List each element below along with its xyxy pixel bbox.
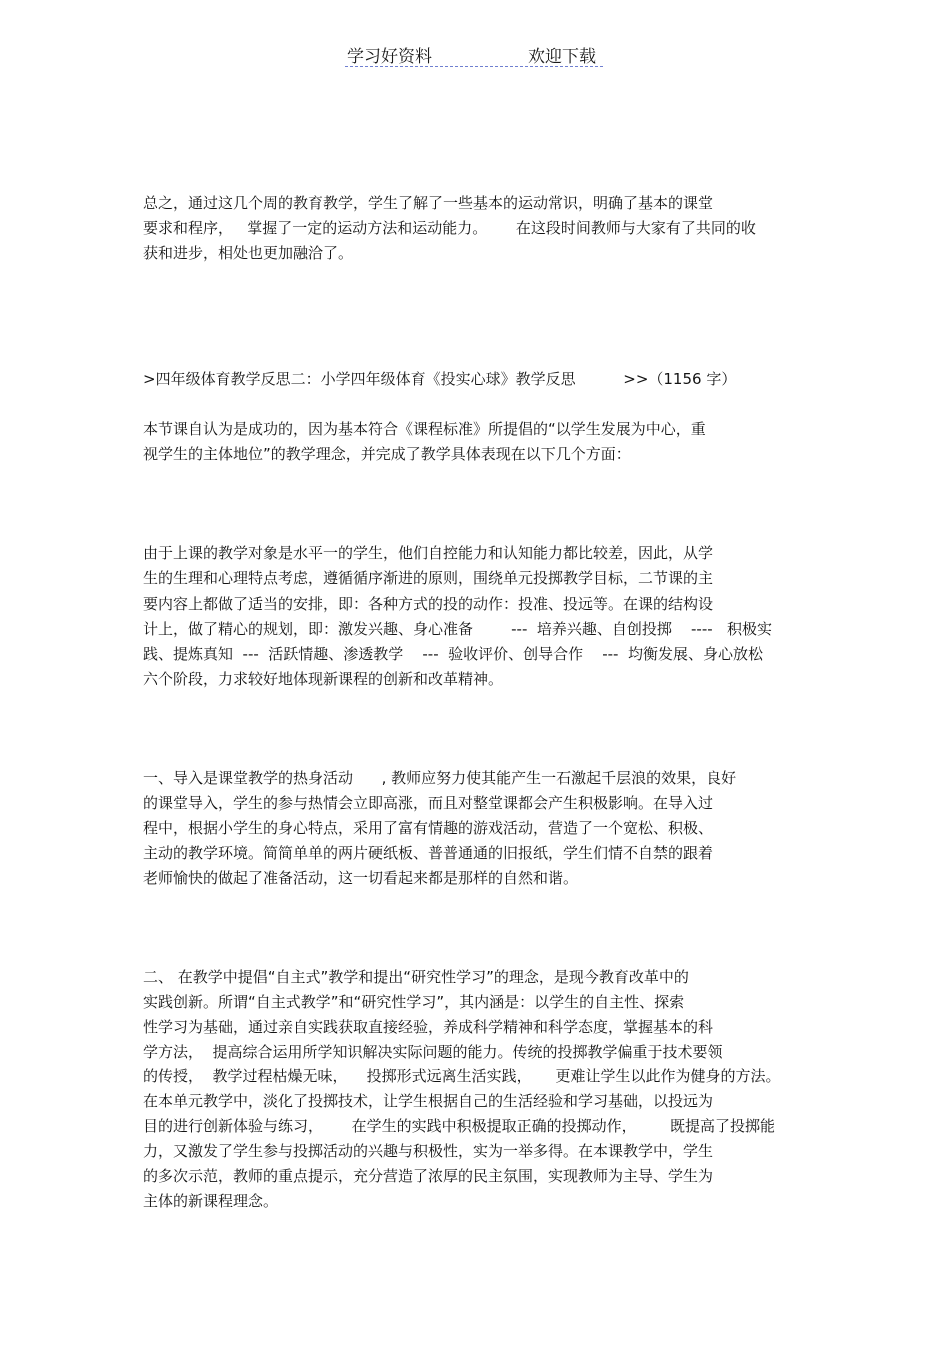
body-line: 获和进步，相处也更加融洽了。 — [143, 244, 354, 262]
body-line: 二、 在教学中提倡“自主式”教学和提出“研究性学习”的理念，是现今教育改革中的 — [143, 968, 689, 986]
body-line: 程中，根据小学生的身心特点，采用了富有情趣的游戏活动，营造了一个宽松、积极、 — [143, 819, 714, 837]
body-line: 目的进行创新体验与练习， 在学生的实践中积极提取正确的投掷动作， 既提高了投掷能 — [143, 1117, 775, 1135]
body-line: 总之，通过这几个周的教育教学，学生了解了一些基本的运动常识，明确了基本的课堂 — [143, 194, 714, 212]
body-line: 实践创新。所谓“自主式教学”和“研究性学习”，其内涵是：以学生的自主性、探索 — [143, 993, 685, 1011]
body-line: 要求和程序， 掌握了一定的运动方法和运动能力。 在这段时间教师与大家有了共同的收 — [143, 219, 756, 237]
body-line: 学方法， 提高综合运用所学知识解决实际问题的能力。传统的投掷教学偏重于技术要领 — [143, 1043, 723, 1061]
body-line: 力，又激发了学生参与投掷活动的兴趣与积极性，实为一举多得。在本课教学中，学生 — [143, 1142, 714, 1160]
header-right-text: 欢迎下载 — [528, 47, 596, 67]
body-line: 在本单元教学中，淡化了投掷技术，让学生根据自己的生活经验和学习基础，以投远为 — [143, 1092, 714, 1110]
section-title: >四年级体育教学反思二：小学四年级体育《投实心球》教学反思 >>（1156 字） — [143, 370, 737, 388]
body-line: 本节课自认为是成功的，因为基本符合《课程标准》所提倡的“以学生发展为中心，重 — [143, 420, 706, 438]
body-line: 要内容上都做了适当的安排，即：各种方式的投的动作：投准、投远等。在课的结构设 — [143, 595, 714, 613]
header-left-text: 学习好资料 — [347, 47, 432, 67]
body-line: 的传授， 教学过程枯燥无味， 投掷形式远离生活实践， 更难让学生以此作为健身的方法。 — [143, 1067, 781, 1085]
body-line: 的课堂导入，学生的参与热情会立即高涨，而且对整堂课都会产生积极影响。在导入过 — [143, 794, 714, 812]
body-line: 主动的教学环境。简简单单的两片硬纸板、普普通通的旧报纸，学生们情不自禁的跟着 — [143, 844, 714, 862]
body-line: 性学习为基础，通过亲自实践获取直接经验，养成科学精神和科学态度，掌握基本的科 — [143, 1018, 714, 1036]
body-line: 老师愉快的做起了准备活动，这一切看起来都是那样的自然和谐。 — [143, 869, 579, 887]
body-line: 六个阶段，力求较好地体现新课程的创新和改革精神。 — [143, 670, 504, 688]
page-header — [345, 40, 603, 67]
body-line: 视学生的主体地位”的教学理念，并完成了教学具体表现在以下几个方面： — [143, 445, 631, 463]
body-line: 生的生理和心理特点考虑，遵循循序渐进的原则，围绕单元投掷教学目标，二节课的主 — [143, 569, 714, 587]
body-line: 一、导入是课堂教学的热身活动 , 教师应努力使其能产生一石激起千层浪的效果，良好 — [143, 769, 737, 787]
body-line: 由于上课的教学对象是水平一的学生，他们自控能力和认知能力都比较差，因此，从学 — [143, 544, 714, 562]
body-line: 计上，做了精心的规划，即：激发兴趣、身心准备 --- 培养兴趣、自创投掷 ---- 积极实 — [143, 620, 772, 638]
body-line: 的多次示范，教师的重点提示，充分营造了浓厚的民主氛围，实现教师为主导、学生为 — [143, 1167, 714, 1185]
body-line: 主体的新课程理念。 — [143, 1192, 279, 1210]
body-line: 践、提炼真知 --- 活跃情趣、渗透教学 --- 验收评价、创导合作 --- 均衡发展、身心放松 — [143, 645, 764, 663]
